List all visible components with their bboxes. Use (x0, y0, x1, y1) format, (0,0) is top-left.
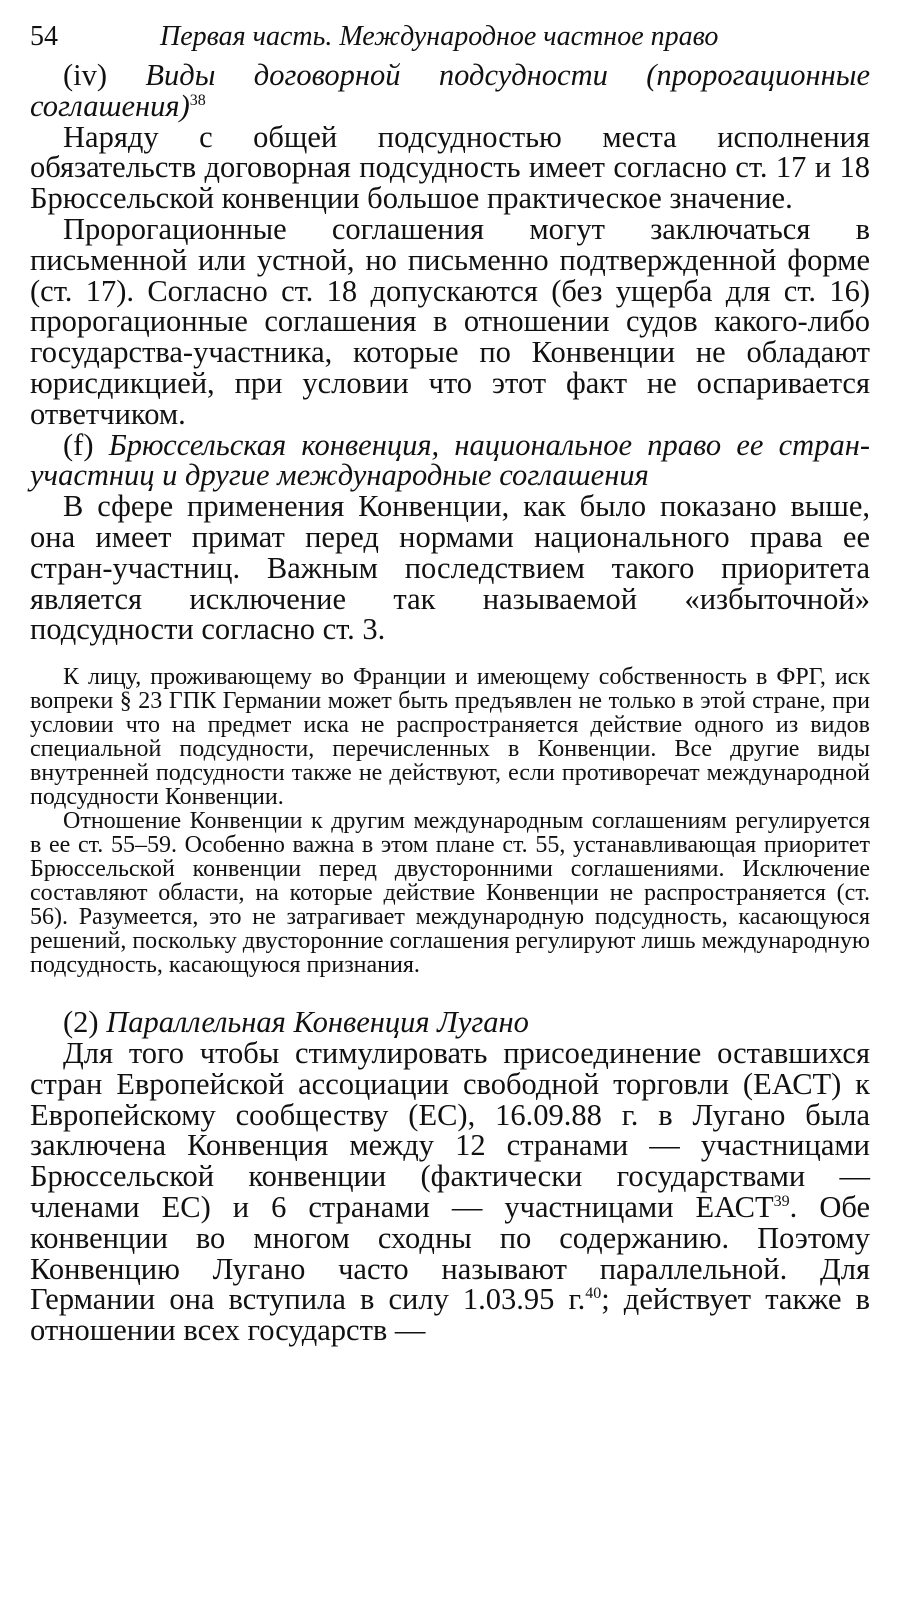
footnote-ref: 40 (585, 1285, 602, 1303)
section-title: Виды договорной подсудности (пророгационные соглашения) (30, 58, 870, 123)
paragraph-text: . Обе конвенции во многом сходны по содержанию. Поэтому Конвенцию Лугано часто называют параллельной. Для Германии она вступила в силу 1.03.95 г. (30, 1189, 870, 1317)
running-header (30, 14, 870, 60)
section-heading-f (30, 427, 870, 493)
spacer (30, 645, 870, 665)
section-label: (f) (63, 427, 94, 462)
spacer (30, 977, 870, 1007)
section-label: (2) (63, 1005, 99, 1040)
body-paragraph: В сфере применения Конвенции, как было показано выше, она имеет примат перед нормами национального права ее стран-участниц. Важным последствием такого приоритета является исключение так называемой «избыточной» подсудности согласно ст. 3. (30, 489, 870, 647)
section-title: Брюссельская конвенция, национальное право ее стран-участниц и другие международные соглашения (30, 427, 870, 493)
paragraph-text: Для того чтобы стимулировать присоединение оставшихся стран Европейской ассоциации свободной торговли (ЕАСТ) к Европейскому сообществу (ЕС), 16.09.88 г. в Лугано была заключена Конвенция между 12 странами — участницами Брюссельской конвенции (фактически государствами — членами ЕС) и 6 странами — участницами ЕАСТ (30, 1035, 870, 1224)
section-title: Параллельная Конвенция Лугано (106, 1005, 529, 1040)
section-label: (iv) (63, 58, 108, 92)
paragraph-text: ; действует также в отношении всех государств — (30, 1282, 870, 1348)
running-title: Первая часть. Международное частное право (160, 21, 719, 52)
small-print-paragraph: Отношение Конвенции к другим международным соглашениям регулируется в ее ст. 55–59. Особенно важна в этом плане ст. 55, устанавливающая приоритет Брюссельской конвенции перед двусторонними соглашениями. Исключение составляют области, на которые действие Конвенции не распространяется (ст. 56). Разумеется, это не затрагивает международную подсудность, касающуюся решений, поскольку двусторонние соглашения регулируют лишь международную подсудность, касающуюся признания. (30, 808, 870, 979)
footnote-ref: 39 (773, 1192, 790, 1210)
section-heading-2 (30, 1007, 870, 1038)
book-page (30, 14, 870, 1346)
section-heading-iv (30, 60, 870, 122)
body-paragraph: Пророгационные соглашения могут заключаться в письменной или устной, но письменно подтвержденной форме (ст. 17). Согласно ст. 18 допускаются (без ущерба для ст. 16) пророгационные соглашения в отношении судов какого-либо государства-участника, которые по Конвенции не обладают юрисдикцией, при условии что этот факт не оспаривается ответчиком. (30, 211, 870, 431)
body-paragraph (30, 1035, 870, 1348)
small-print-paragraph: К лицу, проживающему во Франции и имеющему собственность в ФРГ, иск вопреки § 23 ГПК Германии может быть предъявлен не только в этой стране, при условии что на предмет иска не распространяется действие одного из видов специальной подсудности, перечисленных в Конвенции. Все другие виды внутренней подсудности также не действуют, если противоречат международной подсудности Конвенции. (30, 664, 870, 811)
page-number: 54 (30, 21, 58, 52)
footnote-ref: 38 (189, 91, 206, 109)
body-paragraph: Наряду с общей подсудностью места исполнения обязательств договорная подсудность имеет согласно ст. 17 и 18 Брюссельской конвенции большое практическое значение. (30, 119, 870, 216)
